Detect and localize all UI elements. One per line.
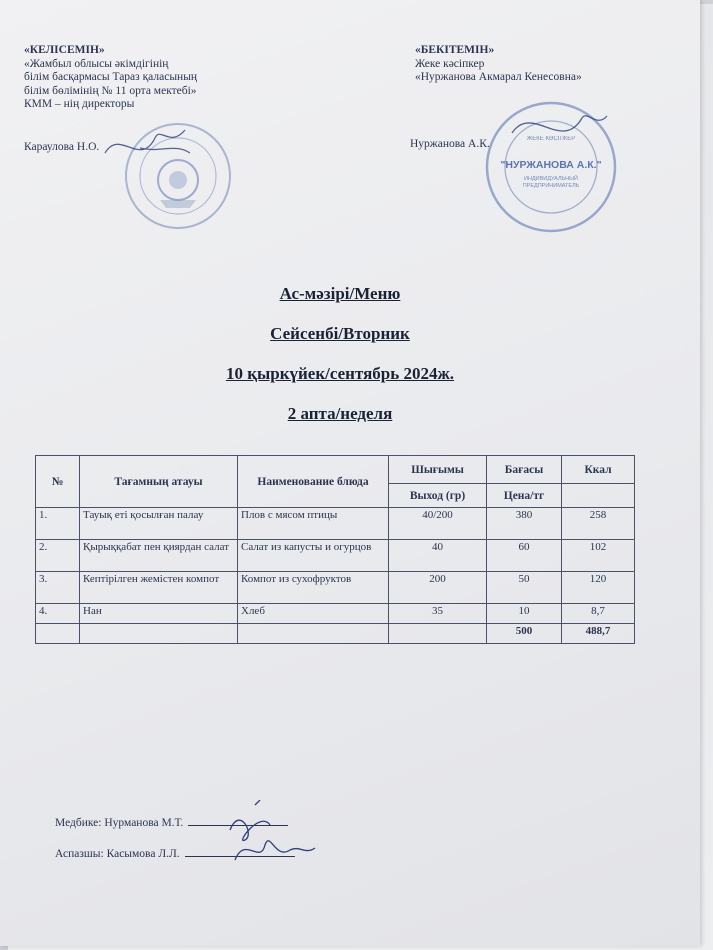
header-kcal-empty [562,484,635,508]
row-price: 50 [487,572,562,604]
row-kcal: 258 [562,508,635,540]
table-row [36,572,635,604]
row-num: 2. [36,540,80,572]
row-name-ru: Хлеб [238,604,389,624]
approval-left-line: «Жамбыл облысы әкімдігінің [24,57,169,70]
total-empty [36,624,80,644]
week-title: 2 апта/неделя [287,404,393,423]
row-name-kz: Тауық еті қосылған палау [80,508,238,540]
cook-label: Аспазшы: Касымова Л.Л. [55,848,180,860]
header-name-ru: Наименование блюда [238,456,389,508]
table-total-row [36,624,635,644]
school-seal-icon [100,108,235,233]
approval-left-line: КММ – нің директоры [24,98,135,110]
row-kcal: 8,7 [562,604,635,624]
row-price: 10 [487,604,562,624]
table-row [36,540,635,572]
approval-right-line: Жеке кәсіпкер [415,57,485,70]
day-title: Сейсенбі/Вторник [270,324,410,343]
row-name-ru: Салат из капусты и огурцов [238,540,389,572]
approval-right [415,44,582,85]
total-empty [238,624,389,644]
header-num: № [36,456,80,508]
row-output: 35 [389,604,487,624]
menu-title: Ас-мәзірі/Меню [279,284,401,303]
entrepreneur-seal [482,98,620,236]
nurse-label: Медбике: Нурманова М.Т. [55,817,184,829]
menu-table [35,455,635,644]
total-kcal: 488,7 [562,624,635,644]
header-price-kz: Бағасы [487,456,562,484]
handwritten-signatures-icon [215,800,325,870]
row-name-kz: Кептірілген жемістен компот [80,572,238,604]
row-output: 40 [389,540,487,572]
row-output: 200 [389,572,487,604]
total-price: 500 [487,624,562,644]
row-num: 3. [36,572,80,604]
total-empty [389,624,487,644]
header-price-ru: Цена/тг [487,484,562,508]
row-num: 4. [36,604,80,624]
approval-left-heading: «КЕЛІСЕМІН» [24,44,105,56]
approval-left-line: білім басқармасы Тараз қаласының [24,71,198,83]
seal-bottom-text: ИНДИВИДУАЛЬНЫЙ ПРЕДПРИНИМАТЕЛЬ [522,176,580,189]
approval-left-line: білім бөлімінің № 11 орта мектебі» [24,84,197,97]
row-kcal: 120 [562,572,635,604]
header-kcal: Ккал [562,456,635,484]
seal-top-text: ЖЕКЕ КӘСІПКЕР [526,136,576,142]
row-output: 40/200 [389,508,487,540]
header-name-kz: Тағамның атауы [80,456,238,508]
seal-name-text: "НУРЖАНОВА А.К." [500,159,602,171]
row-name-ru: Компот из сухофруктов [238,572,389,604]
row-price: 60 [487,540,562,572]
approval-left-signer: Караулова Н.О. [24,141,100,153]
row-name-kz: Қырыққабат пен қиярдан салат [80,540,238,572]
table-row [36,604,635,624]
row-price: 380 [487,508,562,540]
approval-left [24,44,197,112]
approval-right-heading: «БЕКІТЕМІН» [415,44,495,56]
row-num: 1. [36,508,80,540]
row-name-ru: Плов с мясом птицы [238,508,389,540]
header-output-kz: Шығымы [389,456,487,484]
row-name-kz: Нан [80,604,238,624]
row-kcal: 102 [562,540,635,572]
approval-right-signer: Нуржанова А.К. [410,138,490,150]
date-title: 10 қыркүйек/сентябрь 2024ж. [225,364,455,383]
table-row [36,508,635,540]
header-output-ru: Выход (гр) [389,484,487,508]
approval-right-line: «Нуржанова Акмарал Кенесовна» [415,71,582,83]
total-empty [80,624,238,644]
table-header-row [36,456,635,484]
